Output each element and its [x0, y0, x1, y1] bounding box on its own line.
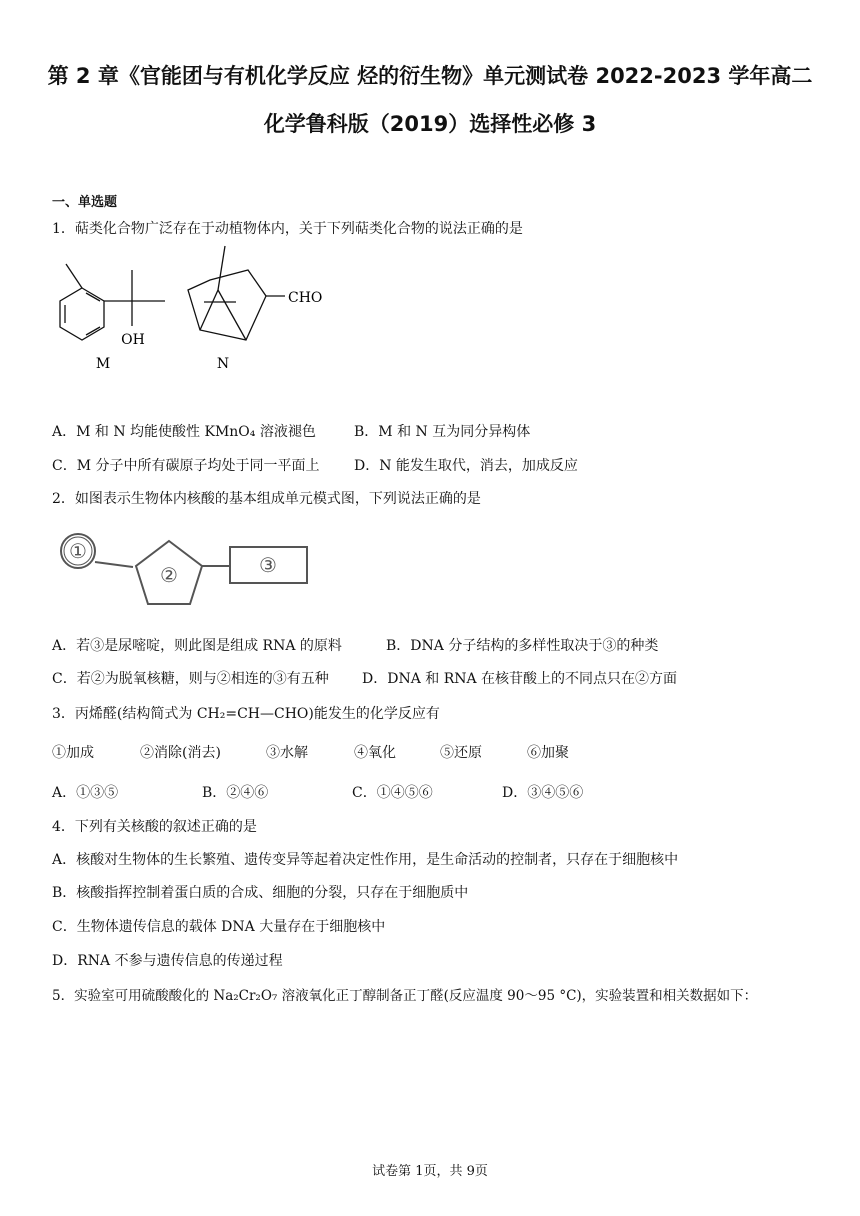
q3-item-4: ④氧化	[354, 745, 396, 761]
q1-option-b: B．M 和 N 互为同分异构体	[354, 424, 531, 440]
q4-option-d: D．RNA 不参与遗传信息的传递过程	[52, 953, 283, 969]
q3-option-d: D．③④⑤⑥	[502, 785, 584, 801]
q1-option-c: C．M 分子中所有碳原子均处于同一平面上	[52, 458, 320, 474]
q2-stem: 2．如图表示生物体内核酸的基本组成单元模式图，下列说法正确的是	[52, 491, 481, 507]
label-2: ②	[160, 563, 178, 587]
q2-nucleotide-figure	[55, 527, 325, 612]
q2-option-b: B．DNA 分子结构的多样性取决于③的种类	[386, 638, 659, 654]
q3-item-6: ⑥加聚	[527, 745, 569, 761]
q3-option-a: A．①③⑤	[52, 785, 119, 801]
q3-item-2: ②消除(消去)	[140, 745, 221, 761]
exam-title-line2: 化学鲁科版（2019）选择性必修 3	[263, 112, 597, 136]
q3-item-5: ⑤还原	[440, 745, 482, 761]
q1-stem: 1．萜类化合物广泛存在于动植物体内，关于下列萜类化合物的说法正确的是	[52, 221, 523, 237]
label-3: ③	[259, 553, 277, 577]
q3-stem: 3．丙烯醛(结构简式为 CH₂=CH—CHO)能发生的化学反应有	[52, 706, 440, 722]
q4-option-a: A．核酸对生物体的生长繁殖、遗传变异等起着决定性作用，是生命活动的控制者，只存在于细胞核中	[52, 852, 679, 868]
q2-option-d: D．DNA 和 RNA 在核苷酸上的不同点只在②方面	[362, 671, 678, 687]
label-n: N	[216, 356, 230, 372]
cho-label: CHO	[288, 290, 323, 306]
benzene-ring	[60, 288, 104, 340]
section-label: 一、单选题	[52, 195, 118, 210]
page-footer: 试卷第 1页，共 9页	[372, 1164, 488, 1179]
q5-stem: 5．实验室可用硫酸酸化的 Na₂Cr₂O₇ 溶液氧化正丁醇制备正丁醛(反应温度 90～95 °C)，实验装置和相关数据如下：	[52, 988, 758, 1004]
q4-option-c: C．生物体遗传信息的载体 DNA 大量存在于细胞核中	[52, 919, 386, 935]
q3-item-3: ③水解	[266, 745, 308, 761]
q4-option-b: B．核酸指挥控制着蛋白质的合成、细胞的分裂，只存在于细胞质中	[52, 885, 469, 901]
exam-title-line1: 第 2 章《官能团与有机化学反应 烃的衍生物》单元测试卷 2022-2023 学年高二	[47, 64, 813, 88]
q1-structure-figure	[40, 240, 340, 380]
q3-item-1: ①加成	[52, 745, 94, 761]
label-m: M	[95, 356, 111, 372]
q1-option-d: D．N 能发生取代，消去，加成反应	[354, 458, 578, 474]
q2-option-c: C．若②为脱氧核糖，则与②相连的③有五种	[52, 671, 329, 687]
q4-stem: 4．下列有关核酸的叙述正确的是	[52, 819, 257, 835]
oh-label: OH	[121, 332, 145, 348]
q2-option-a: A．若③是尿嘧啶，则此图是组成 RNA 的原料	[52, 638, 342, 654]
q3-option-c: C．①④⑤⑥	[352, 785, 433, 801]
q1-option-a: A．M 和 N 均能使酸性 KMnO₄ 溶液褪色	[52, 424, 316, 440]
q3-option-b: B．②④⑥	[202, 785, 269, 801]
label-1: ①	[69, 539, 87, 563]
